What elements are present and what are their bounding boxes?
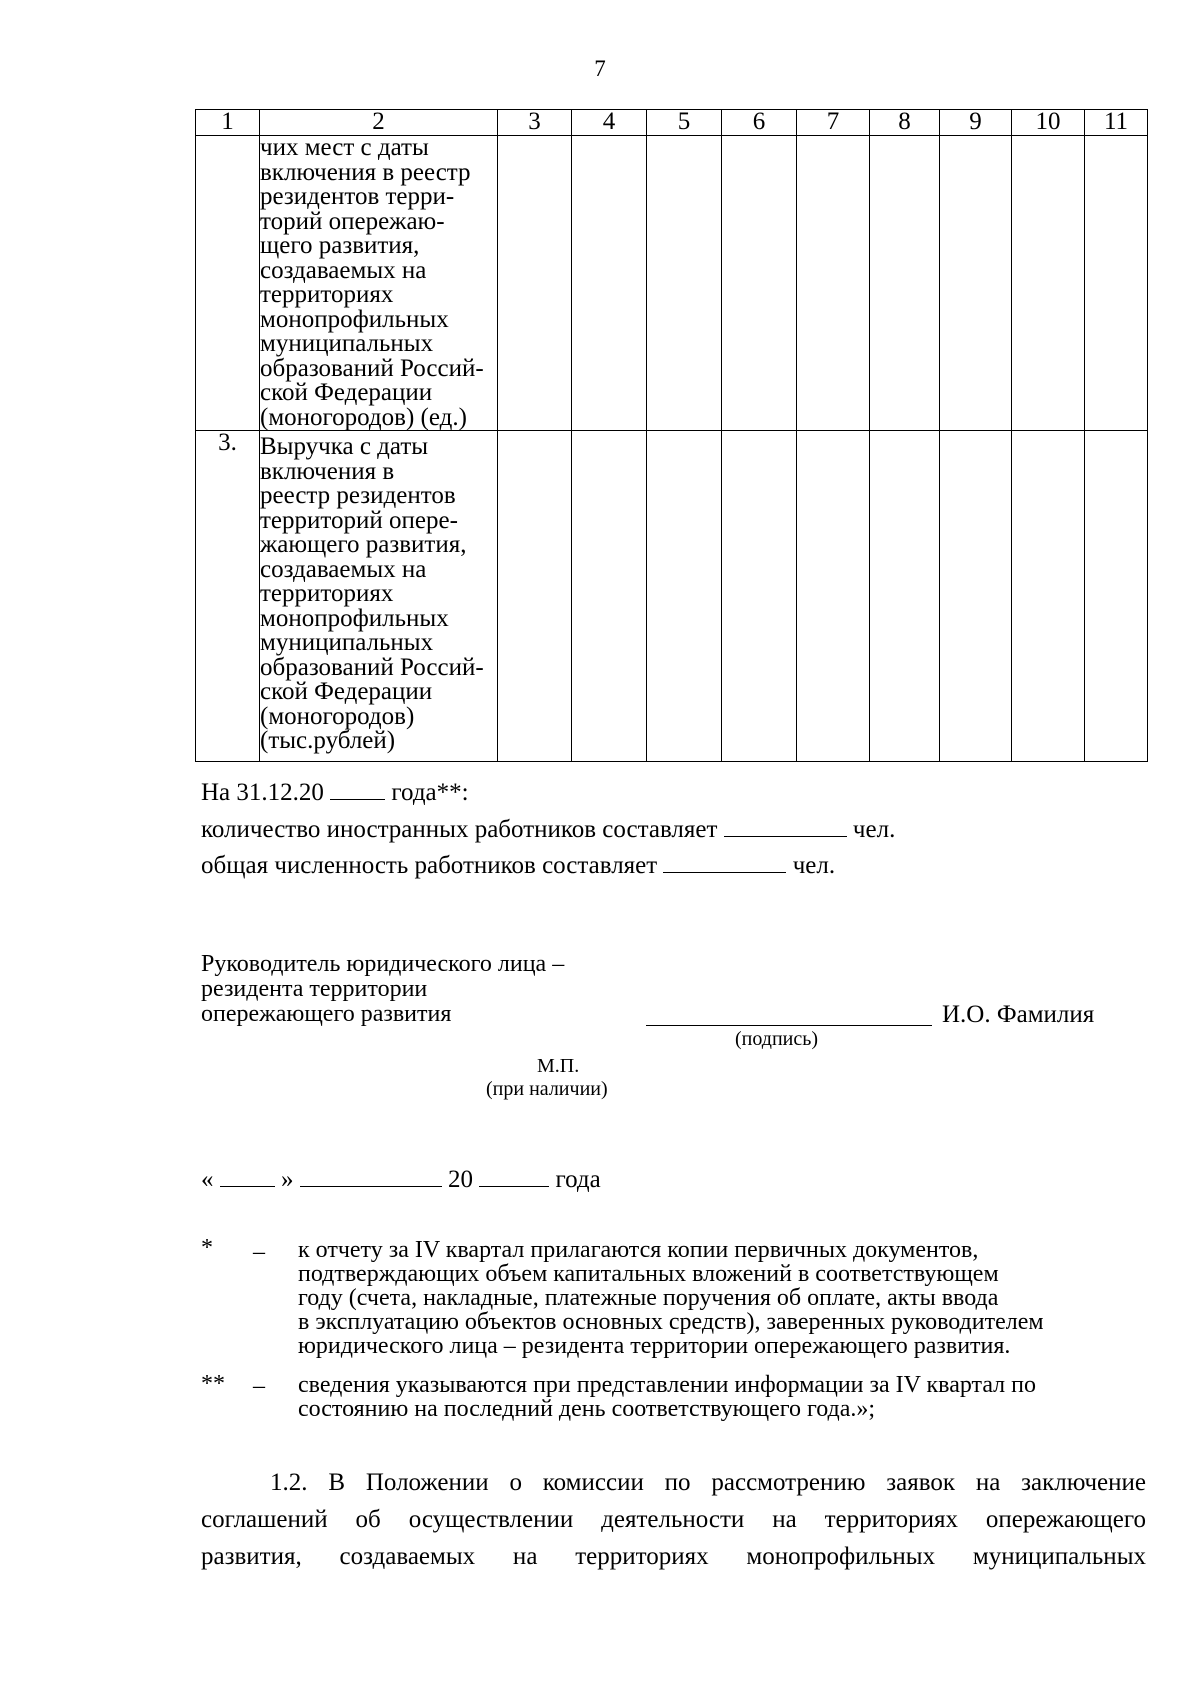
footnote-line: в эксплуатацию объектов основных средств), заверенных руководителем	[298, 1309, 1044, 1335]
indicator-line: монопрофильных	[260, 305, 449, 333]
value-cell	[722, 431, 797, 762]
indicator-line: (моногородов) (ед.)	[260, 403, 467, 431]
foreign-workers-blank	[724, 816, 847, 837]
indicator-line: территориях	[260, 580, 394, 607]
footnote-line: сведения указываются при представлении информации за IV квартал по	[298, 1372, 1036, 1398]
report-table	[195, 109, 1148, 762]
indicator-line: (моногородов)	[260, 702, 415, 730]
value-cell	[647, 136, 722, 431]
page-number: 7	[594, 56, 606, 81]
value-cell	[572, 136, 647, 431]
column-header: 3	[498, 110, 572, 136]
indicator-line: реестр резидентов	[260, 482, 456, 509]
table-row	[196, 136, 1148, 431]
footnote-line: состоянию на последний день соответствующего года.»;	[298, 1396, 876, 1422]
indicator-line: Выручка с даты	[260, 433, 429, 460]
indicator-line: муниципальных	[260, 629, 434, 656]
footnote-line: подтверждающих объем капитальных вложений в соответствующем	[298, 1261, 999, 1287]
indicator-line: образований Россий-	[260, 354, 484, 382]
value-cell	[1012, 136, 1085, 431]
footnote-text	[298, 1238, 1044, 1358]
year-word: года	[555, 1166, 601, 1193]
indicator-line: территорий опере-	[260, 506, 458, 534]
status-date-suffix: года**:	[391, 779, 469, 806]
indicator-line: торий опережаю-	[260, 207, 445, 235]
column-header: 4	[572, 110, 647, 136]
total-workers-blank	[663, 852, 786, 873]
indicator-line: включения в реестр	[260, 158, 471, 186]
open-quote: «	[201, 1166, 214, 1193]
foreign-workers-label: количество иностранных работников составляет	[201, 816, 718, 843]
value-cell	[940, 431, 1012, 762]
indicator-line: резидентов терри-	[260, 183, 455, 210]
indicator-line: щего развития,	[260, 232, 420, 259]
indicator-line: ской Федерации	[260, 678, 433, 705]
value-cell	[722, 136, 797, 431]
column-header: 9	[940, 110, 1012, 136]
indicator-line: чих мест с даты	[260, 134, 429, 161]
value-cell	[870, 136, 940, 431]
footnote-dash: –	[253, 1239, 265, 1265]
value-cell	[498, 136, 572, 431]
signature-line	[646, 1025, 932, 1026]
table-row	[196, 431, 1148, 762]
footnote-mark: *	[201, 1235, 213, 1261]
year-short-blank	[479, 1166, 549, 1187]
footnote-mark: **	[201, 1371, 225, 1397]
century: 20	[448, 1166, 473, 1193]
indicator-line: муниципальных	[260, 330, 434, 357]
indicator-cell	[260, 136, 498, 431]
signer-position-line: резидента территории	[201, 976, 428, 1002]
footnote-line: году (счета, накладные, платежные поручения об оплате, акты ввода	[298, 1285, 999, 1311]
day-blank	[220, 1166, 275, 1187]
paragraph-line: 1.2. В Положении о комиссии по рассмотрению заявок на заключение	[270, 1469, 1146, 1496]
value-cell	[498, 431, 572, 762]
value-cell	[647, 431, 722, 762]
indicator-line: жающего развития,	[260, 531, 467, 558]
signer-position-line: опережающего развития	[201, 1001, 452, 1027]
column-header: 8	[870, 110, 940, 136]
value-cell	[797, 431, 870, 762]
signer-position-line: Руководитель юридического лица –	[201, 951, 565, 977]
indicator-line: создаваемых на	[260, 555, 427, 583]
paragraph-line: развития, создаваемых на территориях монопрофильных муниципальных	[201, 1543, 1146, 1570]
value-cell	[1085, 136, 1148, 431]
footnote-line: юридического лица – резидента территории опережающего развития.	[298, 1333, 1011, 1359]
date-line	[201, 1166, 601, 1193]
value-cell	[940, 136, 1012, 431]
indicator-line: (тыс.рублей)	[260, 727, 396, 754]
paragraph-line: соглашений об осуществлении деятельности на территориях опережающего	[201, 1506, 1146, 1533]
total-workers-unit: чел.	[792, 852, 836, 879]
close-quote: »	[281, 1166, 294, 1193]
status-date-line	[201, 779, 469, 806]
indicator-line: монопрофильных	[260, 604, 449, 632]
signer-name: И.О. Фамилия	[942, 1001, 1095, 1028]
column-header: 6	[722, 110, 797, 136]
footnote-dash: –	[253, 1373, 265, 1399]
column-header: 1	[196, 110, 260, 136]
footnote-line: к отчету за IV квартал прилагаются копии первичных документов,	[298, 1237, 979, 1263]
column-header: 7	[797, 110, 870, 136]
status-date-prefix: На 31.12.20	[201, 779, 324, 806]
body-paragraph	[201, 1464, 1146, 1575]
row-number: 3.	[196, 431, 260, 762]
signature-caption: (подпись)	[735, 1028, 819, 1050]
column-header: 5	[647, 110, 722, 136]
table-header-row	[196, 110, 1148, 136]
seal-label: М.П.	[537, 1055, 580, 1077]
column-header: 10	[1012, 110, 1085, 136]
indicator-line: ской Федерации	[260, 379, 433, 406]
value-cell	[1012, 431, 1085, 762]
value-cell	[870, 431, 940, 762]
seal-note: (при наличии)	[486, 1078, 608, 1100]
row-number	[196, 136, 260, 431]
indicator-line: создаваемых на	[260, 256, 427, 284]
indicator-line: территориях	[260, 281, 394, 308]
indicator-cell	[260, 431, 498, 762]
indicator-line: включения в	[260, 457, 395, 485]
month-blank	[300, 1166, 442, 1187]
total-workers-label: общая численность работников составляет	[201, 852, 658, 879]
indicator-line: образований Россий-	[260, 653, 484, 681]
year-blank	[330, 779, 385, 800]
footnote-text	[298, 1373, 1036, 1421]
column-header: 11	[1085, 110, 1148, 136]
column-header: 2	[260, 110, 498, 136]
foreign-workers-unit: чел.	[852, 816, 896, 843]
value-cell	[572, 431, 647, 762]
foreign-workers-line	[201, 816, 895, 843]
value-cell	[1085, 431, 1148, 762]
value-cell	[797, 136, 870, 431]
total-workers-line	[201, 852, 835, 879]
